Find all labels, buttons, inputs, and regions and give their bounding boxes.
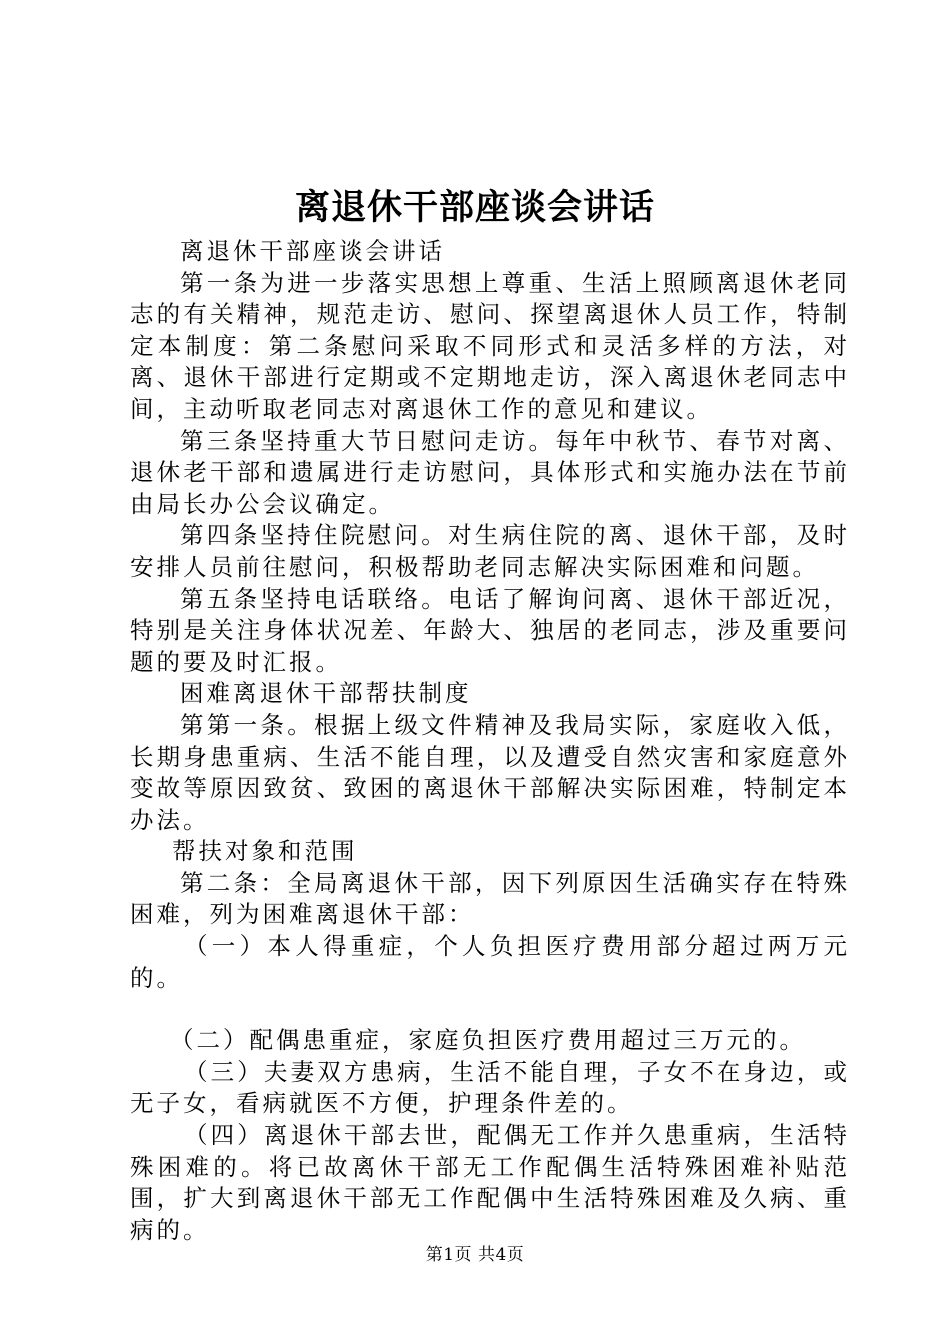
section-heading: 帮扶对象和范围 [172, 837, 358, 866]
list-item: （一）本人得重症，个人负担医疗费用部分超过两万元的。 [130, 932, 850, 992]
list-item: （四）离退休干部去世，配偶无工作并久患重病，生活特殊困难的。将已故离休干部无工作配偶生活特殊困难补贴范围，扩大到离退休干部无工作配偶中生活特殊困难及久病、重病的。 [130, 1121, 850, 1244]
page-footer: 第1页 共4页 [425, 1245, 525, 1265]
list-item: （三）夫妻双方患病，生活不能自理，子女不在身边，或无子女，看病就医不方便，护理条件差的。 [130, 1057, 850, 1118]
paragraph: 第三条坚持重大节日慰问走访。每年中秋节、春节对离、退休老干部和遗属进行走访慰问，具体形式和实施办法在节前由局长办公会议确定。 [130, 426, 850, 518]
list-item: （二）配偶患重症，家庭负担医疗费用超过三万元的。 [170, 1026, 806, 1055]
section-heading: 困难离退休干部帮扶制度 [180, 679, 472, 708]
document-body [130, 236, 850, 1246]
document-title: 离退休干部座谈会讲话 [294, 187, 655, 228]
paragraph: 第一条为进一步落实思想上尊重、生活上照顾离退休老同志的有关精神，规范走访、慰问、探望离退休人员工作，特制定本制度：第二条慰问采取不同形式和灵活多样的方法，对离、退休干部进行定期或不定期地走访，深入离退休老同志中间，主动听取老同志对离退休工作的意见和建议。 [130, 268, 850, 423]
paragraph: 第第一条。根据上级文件精神及我局实际，家庭收入低，长期身患重病、生活不能自理，以及遭受自然灾害和家庭意外变故等原因致贫、致困的离退休干部解决实际困难，特制定本办法。 [130, 710, 850, 834]
blank-line [130, 994, 850, 1025]
paragraph: 离退休干部座谈会讲话 [180, 237, 445, 265]
paragraph: 第五条坚持电话联络。电话了解询问离、退休干部近况，特别是关注身体状况差、年龄大、独居的老同志，涉及重要问题的要及时汇报。 [130, 584, 850, 676]
paragraph: 第四条坚持住院慰问。对生病住院的离、退休干部，及时安排人员前往慰问，积极帮助老同志解决实际困难和问题。 [130, 521, 850, 581]
paragraph: 第二条：全局离退休干部，因下列原因生活确实存在特殊困难，列为困难离退休干部： [130, 868, 850, 929]
